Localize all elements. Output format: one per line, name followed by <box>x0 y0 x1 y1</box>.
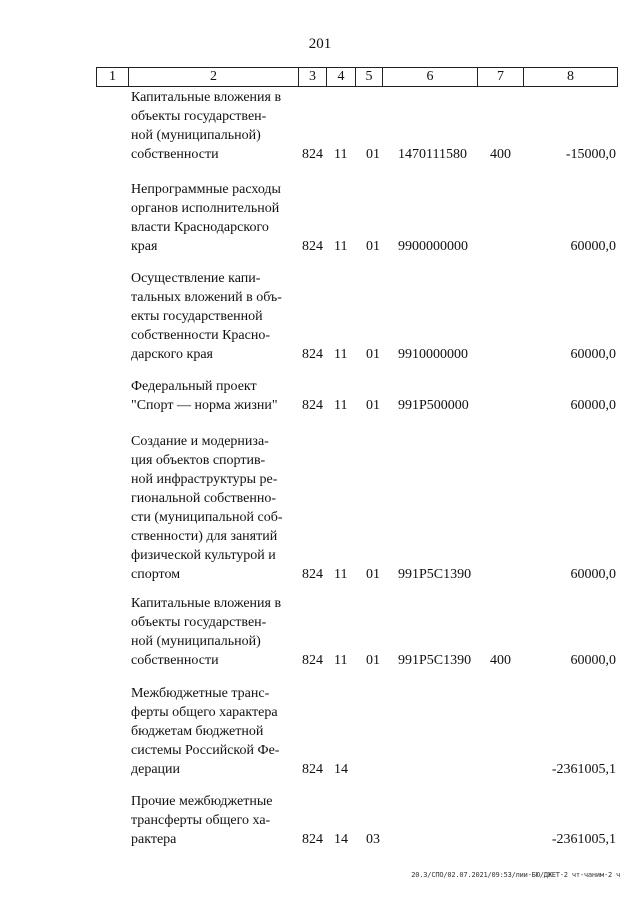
table-header <box>96 67 618 87</box>
row-c6: 991P5C1390 <box>398 653 472 668</box>
row-name: Непрограммные расходы органов исполнительной власти Краснодарского края <box>131 182 281 254</box>
row-c3: 824 <box>302 653 323 668</box>
row-name: Межбюджетные транс- ферты общего характера бюджетам бюджетной системы Российской Фе- дерации <box>131 686 280 777</box>
row-c5: 01 <box>366 567 380 582</box>
row-c4: 11 <box>334 567 348 582</box>
header-col-8: 8 <box>567 69 574 84</box>
row-c5: 01 <box>366 147 380 162</box>
header-col-4: 4 <box>327 68 356 86</box>
row-c5: 01 <box>366 398 380 413</box>
row-name: Создание и модерниза- ция объектов спортив- ной инфраструктуры ре- гиональной собственно- сти (муниципальной соб- ственности) для занятий физической культурой и спортом <box>131 434 283 582</box>
row-c6: 9910000000 <box>398 347 468 362</box>
row-name: Осуществление капи- тальных вложений в объ- екты государственной собственности Красно- дарского края <box>131 271 282 362</box>
row-c6: 991P500000 <box>398 398 469 413</box>
row-c3: 824 <box>302 762 323 777</box>
row-c4: 14 <box>334 832 348 847</box>
row-c8: 60000,0 <box>570 567 616 582</box>
row-c7: 400 <box>490 147 511 162</box>
row-name: Капитальные вложения в объекты государствен- ной (муниципальной) собственности <box>131 90 282 162</box>
header-col-6: 6 <box>383 68 478 86</box>
row-c8: -2361005,1 <box>551 762 616 777</box>
row-c3: 824 <box>302 832 323 847</box>
row-name: Капитальные вложения в объекты государствен- ной (муниципальной) собственности <box>131 596 282 668</box>
header-col-3: 3 <box>299 68 327 86</box>
header-col-5: 5 <box>356 68 383 86</box>
row-c5: 03 <box>366 832 380 847</box>
row-c3: 824 <box>302 398 323 413</box>
row-c3: 824 <box>302 347 323 362</box>
row-c5: 01 <box>366 239 380 254</box>
row-c7: 400 <box>490 653 511 668</box>
row-name: Прочие межбюджетные трансферты общего ха- рактера <box>131 794 273 847</box>
header-col-7: 7 <box>478 68 524 86</box>
row-c4: 11 <box>334 653 348 668</box>
row-c5: 01 <box>366 653 380 668</box>
page-number: 201 <box>308 36 332 52</box>
row-c3: 824 <box>302 239 323 254</box>
row-c8: 60000,0 <box>570 239 616 254</box>
row-c4: 11 <box>334 239 348 254</box>
row-c8: 60000,0 <box>570 347 616 362</box>
row-c4: 14 <box>334 762 348 777</box>
footer-stamp: 20.3/СПО/02.07.2021/09:53/лии-БЮ/ДЖЕТ-2 чт-чаним-2 ч <box>411 871 620 879</box>
row-c6: 9900000000 <box>398 239 468 254</box>
row-c5: 01 <box>366 347 380 362</box>
row-c3: 824 <box>302 147 323 162</box>
row-c3: 824 <box>302 567 323 582</box>
row-c8: 60000,0 <box>570 398 616 413</box>
row-c6: 991P5C1390 <box>398 567 472 582</box>
header-col-1: 1 <box>97 68 129 86</box>
row-c4: 11 <box>334 398 348 413</box>
row-c8: 60000,0 <box>570 653 616 668</box>
row-c6: 1470111580 <box>398 147 467 162</box>
header-col-2: 2 <box>129 68 299 86</box>
row-c8: -15000,0 <box>565 147 616 162</box>
row-c8: -2361005,1 <box>551 832 616 847</box>
row-name: Федеральный проект "Спорт — норма жизни" <box>131 379 278 413</box>
row-c4: 11 <box>334 147 348 162</box>
row-c4: 11 <box>334 347 348 362</box>
